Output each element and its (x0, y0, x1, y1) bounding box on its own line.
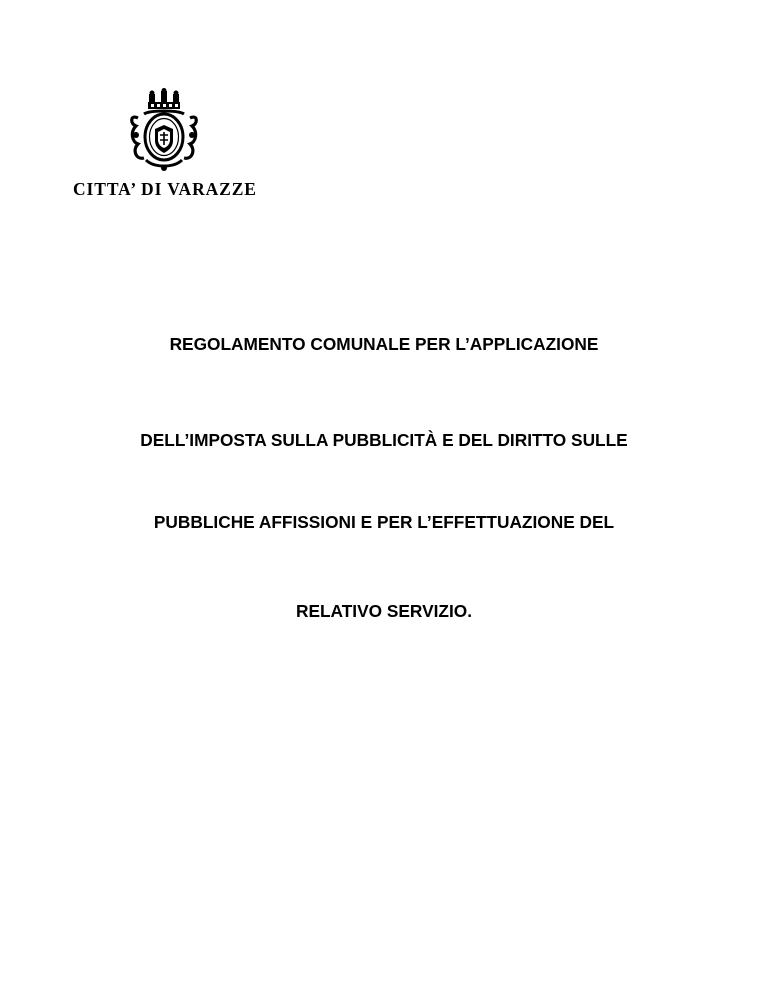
document-title-line-1: REGOLAMENTO COMUNALE PER L’APPLICAZIONE (169, 334, 599, 354)
document-title-line-4: RELATIVO SERVIZIO. (295, 601, 473, 621)
city-name: CITTA’ DI VARAZZE (73, 179, 257, 199)
document-title-line-3: PUBBLICHE AFFISSIONI E PER L’EFFETTUAZIONE DEL (153, 512, 615, 532)
coat-of-arms-icon (124, 88, 204, 172)
document-title-line-2: DELL’IMPOSTA SULLA PUBBLICITÀ E DEL DIRITTO SULLE (140, 430, 628, 450)
